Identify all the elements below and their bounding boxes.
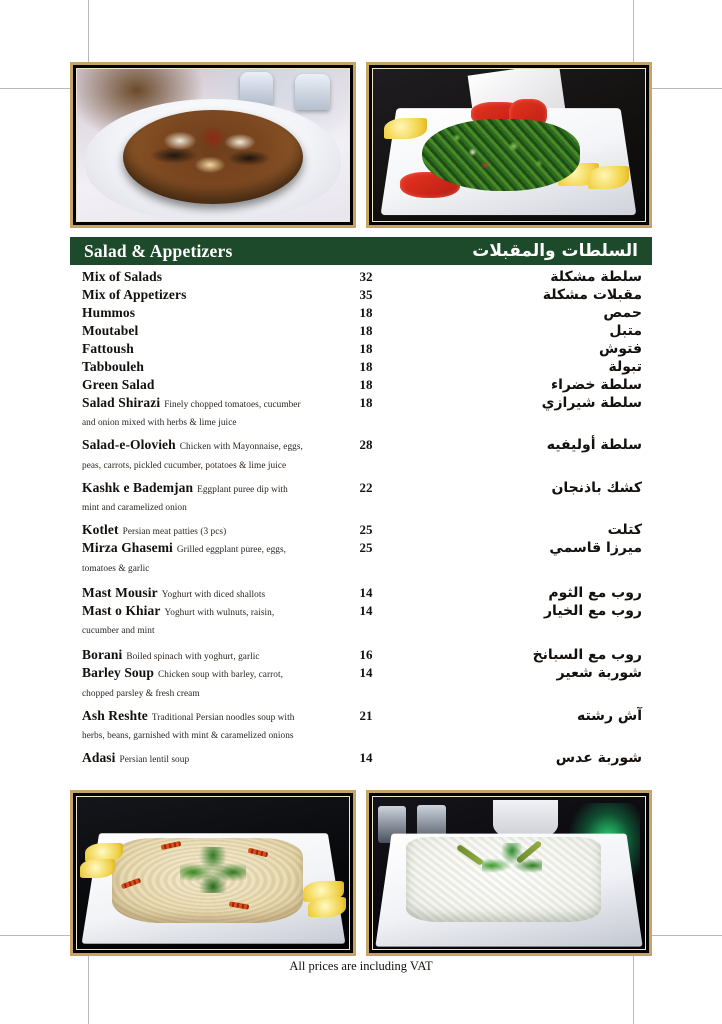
menu-item-name: Mix of Salads	[82, 269, 163, 284]
menu-item-names	[70, 664, 306, 700]
menu-item-names	[70, 376, 306, 394]
photo-row-top	[70, 62, 652, 228]
menu-item-name-arabic: سلطة شيرازي	[541, 395, 642, 411]
menu-item-description: Yoghurt with wulnuts, raisin, cucumber and mint	[82, 607, 275, 637]
menu-item-names	[70, 707, 306, 743]
menu-item-name: Fattoush	[82, 341, 134, 356]
menu-item-name: Kashk e Bademjan	[82, 479, 194, 495]
menu-item-name-arabic: شوربة عدس	[555, 750, 642, 767]
menu-item-names	[70, 340, 306, 358]
menu-item-names	[70, 602, 306, 638]
photo-row-bottom	[70, 790, 652, 956]
photo-hummus	[70, 790, 356, 956]
menu-item-name: Hummos	[82, 305, 136, 320]
menu-item-name-arabic: سلطة مشكلة	[550, 269, 642, 285]
menu-item-names	[70, 286, 306, 304]
menu-item-names	[70, 584, 306, 602]
menu-item	[70, 304, 652, 322]
menu-item-names	[70, 358, 306, 376]
menu-item-price: 22	[359, 479, 373, 495]
menu-item-price: 18	[359, 341, 373, 356]
menu-item-price: 18	[359, 395, 373, 410]
menu-item	[70, 322, 652, 340]
menu-item	[70, 479, 652, 515]
menu-item-names	[70, 749, 306, 767]
photo-tabbouleh	[366, 62, 652, 228]
menu-item-name: Borani	[82, 647, 123, 663]
menu-item-name-arabic: روب مع الخيار	[544, 602, 642, 619]
menu-item-name-arabic: آش رشته	[576, 707, 642, 724]
menu-item-name-arabic: تبولة	[608, 359, 642, 375]
menu-item-name-arabic: كتلت	[607, 522, 642, 539]
menu-item-name-arabic: كشك باذنجان	[551, 479, 642, 496]
menu-item-description: Persian meat patties (3 pcs)	[122, 527, 227, 538]
menu-item	[70, 646, 652, 664]
section-title-en: Salad & Appetizers	[84, 240, 233, 261]
menu-item-description: Finely chopped tomatoes, cucumber and onion mixed with herbs & lime juice	[82, 400, 301, 429]
menu-item-price: 14	[359, 750, 373, 766]
menu-item-price: 18	[359, 305, 373, 320]
menu-item	[70, 602, 652, 638]
menu-item-name-arabic: روب مع الثوم	[548, 584, 642, 601]
menu-item	[70, 268, 652, 286]
menu-item-names	[70, 539, 306, 575]
menu-item-description: Traditional Persian noodles soup with herbs, beans, garnished with mint & caramelized onions	[82, 712, 295, 741]
menu-item-name: Mirza Ghasemi	[82, 540, 173, 556]
menu-item-name: Adasi	[82, 750, 116, 766]
menu-item-price: 14	[359, 602, 373, 618]
menu-item-price: 18	[359, 359, 373, 374]
menu-item-names	[70, 304, 306, 322]
menu-item-name-arabic: مقبلات مشكلة	[542, 287, 642, 303]
menu-item	[70, 358, 652, 376]
menu-item-price: 14	[359, 665, 373, 681]
menu-item-name: Barley Soup	[82, 665, 154, 681]
menu-item-price: 16	[359, 647, 373, 663]
menu-item-name: Moutabel	[82, 323, 139, 338]
menu-item	[70, 664, 652, 700]
menu-item	[70, 436, 652, 472]
section-title-ar: السلطات والمقبلات	[472, 241, 638, 261]
menu-item-name: Mast o Khiar	[82, 602, 161, 618]
menu-item-name-arabic: شوربة شعير	[556, 665, 642, 682]
menu-item-name: Tabbouleh	[82, 359, 144, 374]
menu-item	[70, 749, 652, 767]
menu-item-name: Ash Reshte	[82, 707, 148, 723]
section-header	[70, 237, 652, 265]
menu-item-price: 18	[359, 377, 373, 392]
menu-item-name: Salad-e-Olovieh	[82, 437, 176, 453]
menu-item	[70, 286, 652, 304]
photo-kashk-e-bademjan	[70, 62, 356, 228]
menu-item-name: Green Salad	[82, 377, 155, 392]
menu-item-name-arabic: سلطة خضراء	[550, 377, 642, 393]
menu-item	[70, 394, 652, 430]
menu-item	[70, 340, 652, 358]
menu-item-names	[70, 394, 306, 430]
menu-item	[70, 584, 652, 602]
menu-item-description: Chicken with Mayonnaise, eggs, peas, carrots, pickled cucumber, potatoes & lime juice	[82, 442, 303, 471]
menu-item-description: Persian lentil soup	[119, 755, 190, 766]
menu-item-names	[70, 436, 306, 472]
menu-item-description: Boiled spinach with yoghurt, garlic	[126, 652, 260, 663]
menu-item-price: 32	[359, 269, 373, 284]
menu-item-names	[70, 322, 306, 340]
menu-item-name: Salad Shirazi	[82, 395, 161, 410]
menu-item-name-arabic: روب مع السبانخ	[532, 647, 642, 664]
menu-item-price: 28	[359, 437, 373, 453]
menu-item	[70, 707, 652, 743]
photo-mast-o-khiar	[366, 790, 652, 956]
menu-item-names	[70, 479, 306, 515]
menu-item	[70, 376, 652, 394]
menu-item-name-arabic: ميرزا قاسمي	[549, 540, 642, 557]
menu-item-names	[70, 268, 306, 286]
menu-item-name: Mast Mousir	[82, 584, 158, 600]
vat-note: All prices are including VAT	[289, 959, 433, 973]
menu-item-price: 25	[359, 522, 373, 538]
menu-item-name-arabic: سلطة أوليفيه	[546, 437, 642, 454]
menu-item-name: Mix of Appetizers	[82, 287, 187, 302]
menu-item-description: Chicken soup with barley, carrot, chopped parsley & fresh cream	[82, 670, 283, 699]
menu-item-name-arabic: حمص	[603, 305, 642, 321]
menu-item-names	[70, 521, 306, 539]
menu-item-name: Kotlet	[82, 522, 119, 538]
menu-item-description: Eggplant puree dip with mint and caramelized onion	[82, 484, 288, 513]
menu-item-name-arabic: فتوش	[599, 341, 642, 357]
menu-item	[70, 521, 652, 539]
menu-item-description: Grilled eggplant puree, eggs, tomatoes & garlic	[82, 545, 287, 574]
menu-item-price: 25	[359, 540, 373, 556]
menu-item-price: 14	[359, 584, 373, 600]
menu-item-price: 18	[359, 323, 373, 338]
menu-item-names	[70, 646, 306, 664]
menu-item-description: Yoghurt with diced shallots	[161, 589, 266, 600]
menu-item-list	[70, 268, 652, 767]
menu-item-name-arabic: متبل	[609, 323, 642, 339]
menu-item-price: 35	[359, 287, 373, 302]
menu-item	[70, 539, 652, 575]
menu-item-price: 21	[359, 707, 373, 723]
